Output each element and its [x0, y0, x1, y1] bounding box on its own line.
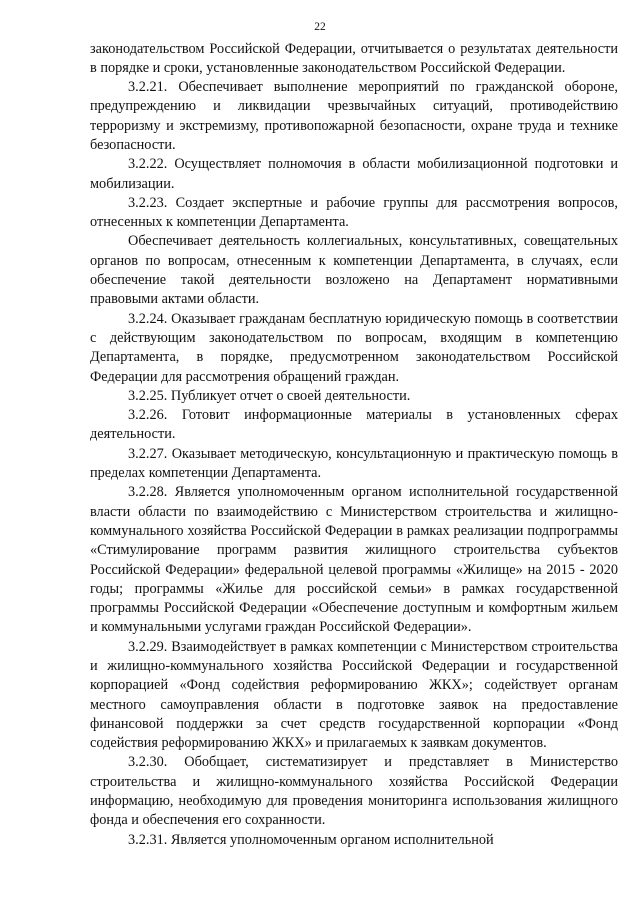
- document-body: [90, 40, 618, 850]
- paragraph-3-2-31: 3.2.31. Является уполномоченным органом исполнительной: [128, 831, 494, 848]
- paragraph-3-2-30: 3.2.30. Обобщает, систематизирует и представляет в Министерство строительства и жилищно-коммунального хозяйства Российской Федерации информацию, необходимую для проведения мониторинга использования жилищного фонда и обеспечения его сохранности.: [90, 754, 618, 829]
- paragraph-3-2-22: 3.2.22. Осуществляет полномочия в области мобилизационной подготовки и мобилизации.: [90, 156, 618, 192]
- paragraph-3-2-23-continued: Обеспечивает деятельность коллегиальных, консультативных, совещательных органов по вопросам, отнесенным к компетенции Департамента, в случаях, если обеспечение такой деятельности возложено на Департамент нормативными правовыми актами области.: [90, 233, 618, 308]
- paragraph-3-2-28: 3.2.28. Является уполномоченным органом исполнительной государственной власти области по взаимодействию с Министерством строительства и жилищно-коммунального хозяйства Российской Федерации в рамках реализации подпрограммы «Стимулирование программ развития жилищного строительства субъектов Российской Федерации» федеральной целевой программы «Жилище» на 2015 - 2020 годы; программы «Жилье для российской семьи» в рамках государственной программы Российской Федерации «Обеспечение доступным и комфортным жильем и коммунальными услугами граждан Российской Федерации».: [90, 484, 618, 636]
- paragraph-3-2-29: 3.2.29. Взаимодействует в рамках компетенции с Министерством строительства и жилищно-коммунального хозяйства Российской Федерации и государственной корпорацией «Фонд содействия реформированию ЖКХ»; содействует органам местного самоуправления области в подготовке заявок на предоставление финансовой поддержки за счет средств государственной корпорации «Фонд содействия реформированию ЖКХ» и прилагаемых к заявкам документов.: [90, 638, 618, 752]
- paragraph-3-2-26: 3.2.26. Готовит информационные материалы в установленных сферах деятельности.: [90, 407, 618, 443]
- paragraph-continuation: законодательством Российской Федерации, отчитывается о результатах деятельности в порядке и сроки, установленные законодательством Российской Федерации.: [90, 40, 618, 76]
- paragraph-3-2-25: 3.2.25. Публикует отчет о своей деятельности.: [128, 387, 411, 404]
- paragraph-3-2-23: 3.2.23. Создает экспертные и рабочие группы для рассмотрения вопросов, отнесенных к компетенции Департамента.: [90, 194, 618, 231]
- paragraph-3-2-21: 3.2.21. Обеспечивает выполнение мероприятий по гражданской обороне, предупреждению и ликвидации чрезвычайных ситуаций, противодействию терроризму и экстремизму, противопожарной безопасности, охране труда и технике безопасности.: [90, 79, 618, 153]
- paragraph-3-2-24: 3.2.24. Оказывает гражданам бесплатную юридическую помощь в соответствии с действующим законодательством по вопросам, входящим в компетенцию Департамента, в порядке, предусмотренном законодательством Российской Федерации для рассмотрения обращений граждан.: [90, 310, 618, 385]
- page-number: 22: [314, 21, 326, 33]
- paragraph-3-2-27: 3.2.27. Оказывает методическую, консультационную и практическую помощь в пределах компетенции Департамента.: [90, 445, 618, 482]
